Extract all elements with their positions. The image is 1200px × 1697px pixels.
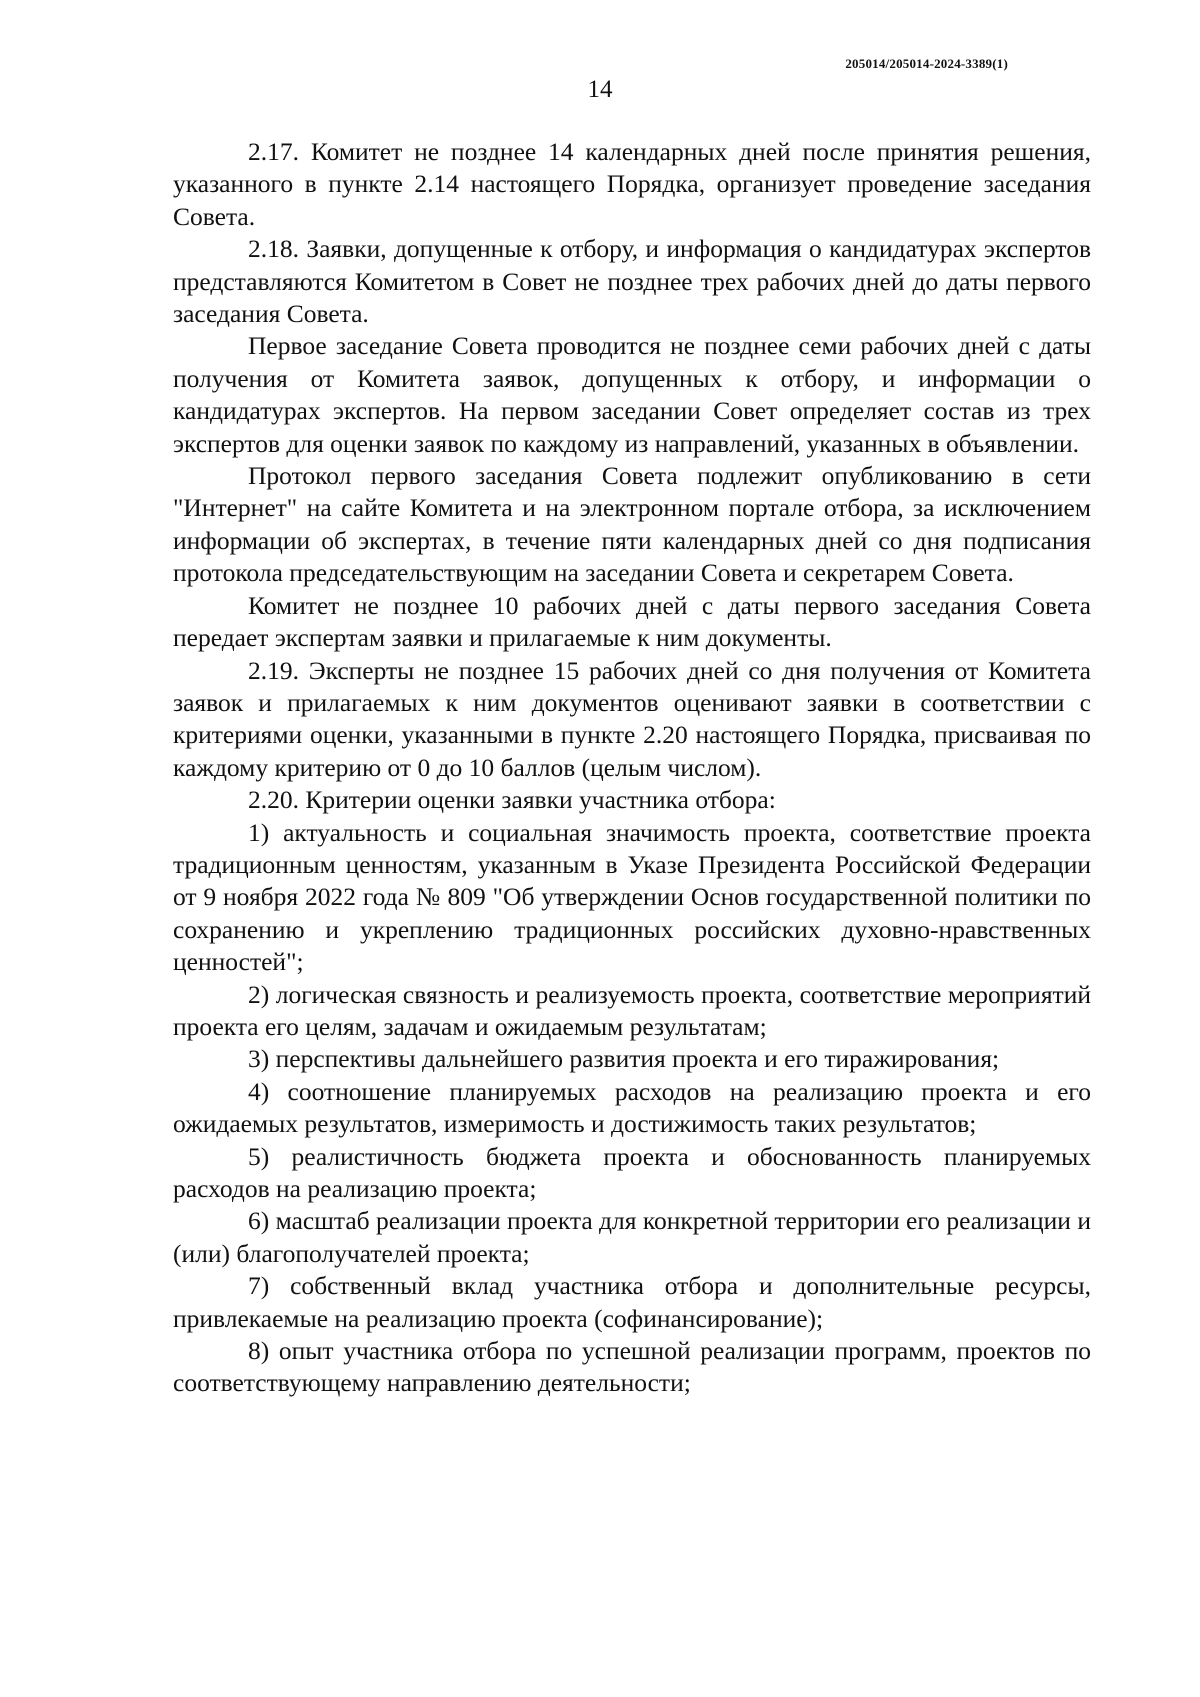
- paragraph-first-meeting: Первое заседание Совета проводится не позднее семи рабочих дней с даты получения от Комитета заявок, допущенных к отбору, и информации о кандидатурах экспертов. На первом заседании Совет определяет состав из трех экспертов для оценки заявок по каждому из направлений, указанных в объявлении.: [173, 331, 1091, 458]
- criterion-6: 6) масштаб реализации проекта для конкретной территории его реализации и (или) благополучателей проекта;: [173, 1206, 1091, 1268]
- paragraph-protocol: Протокол первого заседания Совета подлежит опубликованию в сети "Интернет" на сайте Комитета и на электронном портале отбора, за исключением информации об экспертах, в течение пяти календарных дней со дня подписания протокола председательствующим на заседании Совета и секретарем Совета.: [173, 461, 1091, 588]
- criterion-7: 7) собственный вклад участника отбора и дополнительные ресурсы, привлекаемые на реализацию проекта (софинансирование);: [173, 1271, 1091, 1333]
- paragraph-2-20: 2.20. Критерии оценки заявки участника отбора:: [248, 785, 776, 815]
- paragraph-2-18: 2.18. Заявки, допущенные к отбору, и информация о кандидатурах экспертов представляются Комитетом в Совет не позднее трех рабочих дней до даты первого заседания Совета.: [173, 234, 1091, 329]
- paragraph-2-17: 2.17. Комитет не позднее 14 календарных дней после принятия решения, указанного в пункте 2.14 настоящего Порядка, организует проведение заседания Совета.: [173, 137, 1091, 231]
- paragraph-2-19: 2.19. Эксперты не позднее 15 рабочих дней со дня получения от Комитета заявок и прилагаемых к ним документов оценивают заявки в соответствии с критериями оценки, указанными в пункте 2.20 настоящего Порядка, присваивая по каждому критерию от 0 до 10 баллов (целым числом).: [173, 655, 1091, 782]
- criterion-2: 2) логическая связность и реализуемость проекта, соответствие мероприятий проекта его целям, задачам и ожидаемым результатам;: [173, 979, 1091, 1041]
- criterion-5: 5) реалистичность бюджета проекта и обоснованность планируемых расходов на реализацию проекта;: [173, 1141, 1091, 1203]
- criterion-8: 8) опыт участника отбора по успешной реализации программ, проектов по соответствующему направлению деятельности;: [173, 1336, 1091, 1398]
- page-number: 14: [587, 76, 613, 103]
- criterion-3: 3) перспективы дальнейшего развития проекта и его тиражирования;: [248, 1044, 1000, 1074]
- paragraph-committee-transfer: Комитет не позднее 10 рабочих дней с даты первого заседания Совета передает экспертам заявки и прилагаемые к ним документы.: [173, 590, 1091, 653]
- document-body: [173, 136, 1091, 1400]
- criterion-4: 4) соотношение планируемых расходов на реализацию проекта и его ожидаемых результатов, измеримость и достижимость таких результатов;: [173, 1076, 1091, 1139]
- criterion-1: 1) актуальность и социальная значимость проекта, соответствие проекта традиционным ценностям, указанным в Указе Президента Российской Федерации от 9 ноября 2022 года № 809 "Об утверждении Основ государственной политики по сохранению и укреплению традиционных российских духовно-нравственных ценностей";: [173, 817, 1091, 977]
- document-id: 205014/205014-2024-3389(1): [845, 56, 1008, 71]
